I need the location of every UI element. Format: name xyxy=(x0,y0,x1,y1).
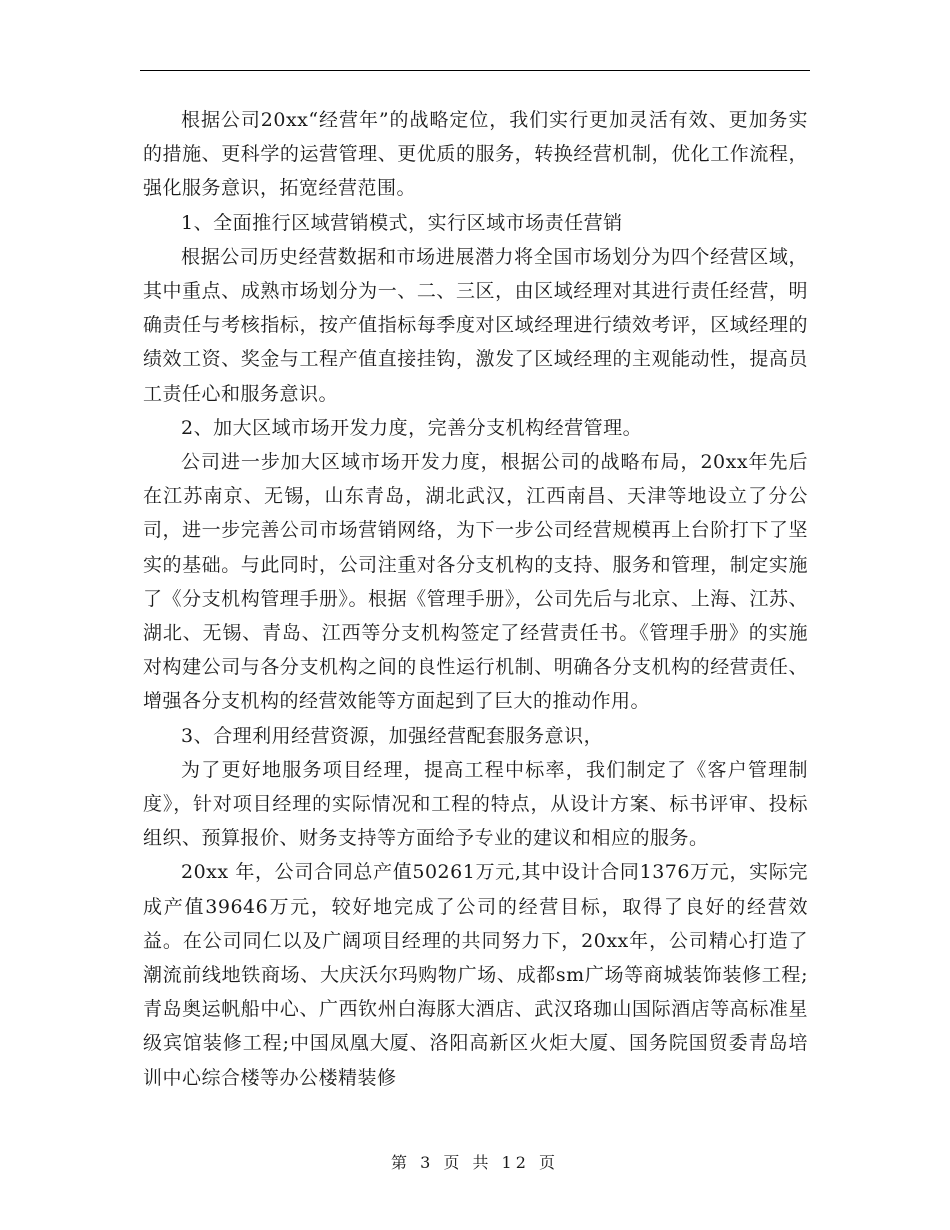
document-body xyxy=(143,103,808,1095)
paragraph-section-2: 公司进一步加大区域市场开发力度，根据公司的战略布局，20xx年先后在江苏南京、无锡，山东青岛，湖北武汉，江西南昌、天津等地设立了分公司，进一步完善公司市场营销网络，为下一步公司经营规模再上台阶打下了坚实的基础。与此同时，公司注重对各分支机构的支持、服务和管理，制定实施了《分支机构管理手册》。根据《管理手册》，公司先后与北京、上海、江苏、湖北、无锡、青岛、江西等分支机构签定了经营责任书。《管理手册》的实施对构建公司与各分支机构之间的良性运行机制、明确各分支机构的经营责任、增强各分支机构的经营效能等方面起到了巨大的推动作用。 xyxy=(143,451,808,713)
section-heading-1: 1、全面推行区域营销模式，实行区域市场责任营销 xyxy=(181,211,623,234)
paragraph-section-3: 为了更好地服务项目经理，提高工程中标率，我们制定了《客户管理制度》，针对项目经理的实际情况和工程的特点，从设计方案、标书评审、投标组织、预算报价、财务支持等方面给予专业的建议和相应的服务。 xyxy=(143,758,808,850)
paragraph-results: 20xx 年，公司合同总产值50261万元,其中设计合同1376万元，实际完成产值39646万元，较好地完成了公司的经营目标，取得了良好的经营效益。在公司同仁以及广阔项目经理的共同努力下，20xx年，公司精心打造了潮流前线地铁商场、大庆沃尔玛购物广场、成都sm广场等商城装饰装修工程;青岛奥运帆船中心、广西钦州白海豚大酒店、武汉珞珈山国际酒店等高标准星级宾馆装修工程;中国凤凰大厦、洛阳高新区火炬大厦、国务院国贸委青岛培训中心综合楼等办公楼精装修 xyxy=(143,861,808,1089)
page-number-footer: 第 3 页 共 12 页 xyxy=(391,1153,559,1172)
header-rule xyxy=(140,70,810,71)
section-heading-2: 2、加大区域市场开发力度，完善分支机构经营管理。 xyxy=(181,416,643,439)
paragraph-intro: 根据公司20xx“经营年”的战略定位，我们实行更加灵活有效、更加务实的措施、更科学的运营管理、更优质的服务，转换经营机制，优化工作流程，强化服务意识，拓宽经营范围。 xyxy=(143,109,808,200)
paragraph-section-1: 根据公司历史经营数据和市场进展潜力将全国市场划分为四个经营区域，其中重点、成熟市场划分为一、二、三区，由区域经理对其进行责任经营，明确责任与考核指标，按产值指标每季度对区域经理进行绩效考评，区域经理的绩效工资、奖金与工程产值直接挂钩，激发了区域经理的主观能动性，提高员工责任心和服务意识。 xyxy=(143,245,808,405)
section-heading-3: 3、合理利用经营资源，加强经营配套服务意识， xyxy=(181,724,604,747)
